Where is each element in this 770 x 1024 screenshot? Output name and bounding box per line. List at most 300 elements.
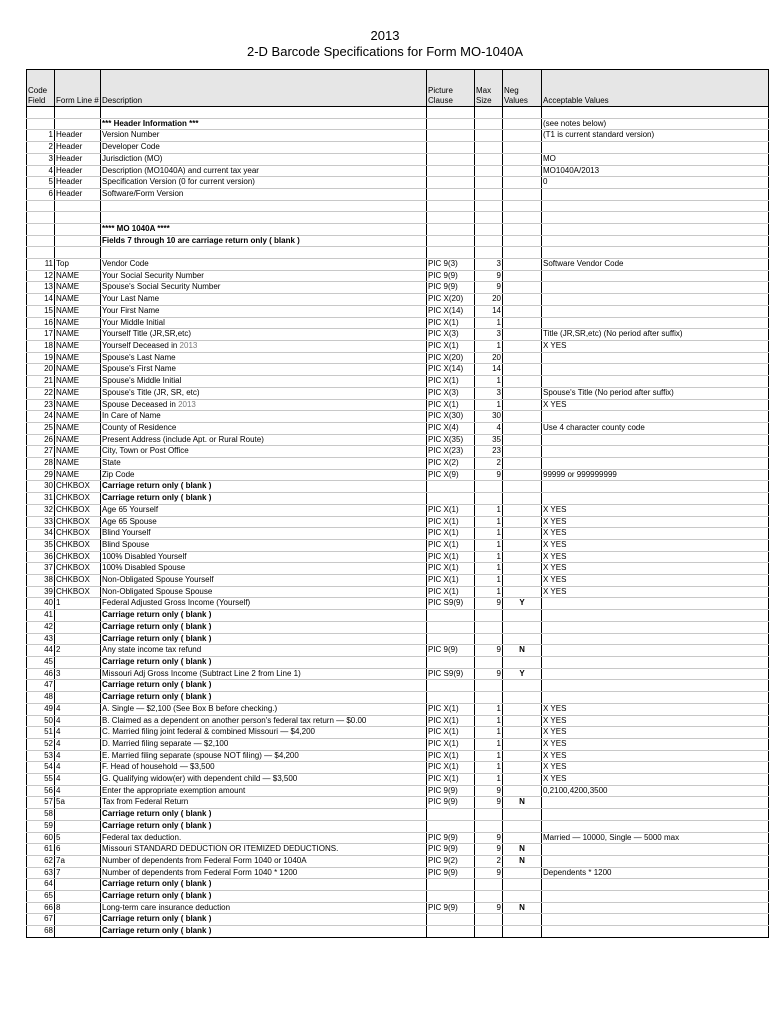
table-row [27, 738, 769, 750]
acceptable-values-cell: X YES [542, 715, 769, 727]
code-field-cell: 25 [27, 422, 55, 434]
picture-clause-cell [427, 692, 475, 704]
description-cell: B. Claimed as a dependent on another person's federal tax return — $0.00 [101, 715, 427, 727]
acceptable-values-cell: X YES [542, 774, 769, 786]
form-line-cell: NAME [55, 317, 101, 329]
acceptable-values-cell: X YES [542, 504, 769, 516]
max-size-cell [475, 130, 503, 142]
acceptable-values-cell [542, 188, 769, 200]
form-line-cell [55, 621, 101, 633]
max-size-cell [475, 118, 503, 130]
picture-clause-cell [427, 820, 475, 832]
description-cell: Carriage return only ( blank ) [101, 820, 427, 832]
description-cell: Blind Spouse [101, 539, 427, 551]
picture-clause-cell: PIC X(20) [427, 294, 475, 306]
code-field-cell [27, 212, 55, 224]
neg-values-cell [503, 785, 542, 797]
table-row [27, 317, 769, 329]
picture-clause-cell [427, 891, 475, 903]
acceptable-values-cell [542, 879, 769, 891]
neg-values-cell [503, 820, 542, 832]
acceptable-values-cell [542, 493, 769, 505]
description-cell: Developer Code [101, 142, 427, 154]
max-size-cell: 35 [475, 434, 503, 446]
code-field-cell: 50 [27, 715, 55, 727]
description-cell: In Care of Name [101, 411, 427, 423]
description-cell: Carriage return only ( blank ) [101, 493, 427, 505]
acceptable-values-cell [542, 317, 769, 329]
neg-values-cell [503, 774, 542, 786]
form-line-cell: Header [55, 142, 101, 154]
description-cell [101, 200, 427, 212]
description-cell: D. Married filing separate — $2,100 [101, 738, 427, 750]
form-line-cell: Header [55, 188, 101, 200]
max-size-cell [475, 633, 503, 645]
form-line-cell: NAME [55, 411, 101, 423]
description-cell: Age 65 Spouse [101, 516, 427, 528]
neg-values-cell [503, 259, 542, 271]
code-field-cell: 33 [27, 516, 55, 528]
code-field-cell: 42 [27, 621, 55, 633]
form-line-cell: NAME [55, 270, 101, 282]
max-size-cell: 1 [475, 703, 503, 715]
code-field-cell: 12 [27, 270, 55, 282]
acceptable-values-cell: Use 4 character county code [542, 422, 769, 434]
form-line-cell: NAME [55, 422, 101, 434]
picture-clause-cell: PIC X(1) [427, 551, 475, 563]
acceptable-values-cell: X YES [542, 563, 769, 575]
neg-values-cell: N [503, 902, 542, 914]
picture-clause-cell: PIC X(1) [427, 703, 475, 715]
max-size-cell [475, 165, 503, 177]
max-size-cell: 1 [475, 715, 503, 727]
table-row [27, 399, 769, 411]
description-cell: Spouse's Title (JR, SR, etc) [101, 387, 427, 399]
picture-clause-cell: PIC 9(9) [427, 832, 475, 844]
description-text: Spouse Deceased in [102, 399, 176, 409]
code-field-cell: 43 [27, 633, 55, 645]
form-line-cell: NAME [55, 341, 101, 353]
description-cell: Carriage return only ( blank ) [101, 610, 427, 622]
table-row [27, 656, 769, 668]
max-size-cell [475, 820, 503, 832]
code-field-cell [27, 223, 55, 235]
neg-values-cell [503, 493, 542, 505]
table-row [27, 446, 769, 458]
neg-values-cell [503, 551, 542, 563]
neg-values-cell [503, 762, 542, 774]
acceptable-values-cell [542, 270, 769, 282]
neg-values-cell [503, 294, 542, 306]
table-row [27, 715, 769, 727]
neg-values-cell [503, 446, 542, 458]
neg-values-cell [503, 504, 542, 516]
picture-clause-cell [427, 153, 475, 165]
code-field-cell: 57 [27, 797, 55, 809]
neg-values-cell [503, 142, 542, 154]
neg-values-cell [503, 387, 542, 399]
max-size-cell: 1 [475, 376, 503, 388]
description-cell: Spouse's Middle Initial [101, 376, 427, 388]
max-size-cell [475, 153, 503, 165]
form-line-cell: CHKBOX [55, 563, 101, 575]
description-cell: Tax from Federal Return [101, 797, 427, 809]
acceptable-values-cell [542, 247, 769, 259]
max-size-cell: 1 [475, 738, 503, 750]
neg-values-cell [503, 341, 542, 353]
acceptable-values-cell [542, 107, 769, 119]
form-line-cell: 5 [55, 832, 101, 844]
form-line-cell [55, 820, 101, 832]
description-cell: Yourself Title (JR,SR,etc) [101, 329, 427, 341]
table-row [27, 376, 769, 388]
code-field-cell: 53 [27, 750, 55, 762]
code-field-cell: 45 [27, 656, 55, 668]
neg-values-cell [503, 516, 542, 528]
picture-clause-cell: PIC X(20) [427, 352, 475, 364]
max-size-cell [475, 493, 503, 505]
description-cell: Description (MO1040A) and current tax year [101, 165, 427, 177]
form-line-cell: 4 [55, 738, 101, 750]
table-row [27, 762, 769, 774]
neg-values-cell [503, 411, 542, 423]
picture-clause-cell [427, 118, 475, 130]
code-field-cell: 21 [27, 376, 55, 388]
neg-values-cell [503, 539, 542, 551]
neg-values-cell [503, 867, 542, 879]
neg-values-cell [503, 832, 542, 844]
acceptable-values-cell [542, 282, 769, 294]
form-line-cell [55, 610, 101, 622]
description-cell: 100% Disabled Spouse [101, 563, 427, 575]
picture-clause-cell [427, 107, 475, 119]
code-field-cell: 19 [27, 352, 55, 364]
neg-values-cell [503, 575, 542, 587]
acceptable-values-cell: X YES [542, 516, 769, 528]
neg-values-cell [503, 422, 542, 434]
acceptable-values-cell [542, 364, 769, 376]
form-line-cell: Header [55, 130, 101, 142]
neg-values-cell [503, 235, 542, 247]
picture-clause-cell: PIC 9(9) [427, 797, 475, 809]
description-cell: Software/Form Version [101, 188, 427, 200]
table-row [27, 902, 769, 914]
picture-clause-cell: PIC X(1) [427, 399, 475, 411]
picture-clause-cell: PIC X(1) [427, 586, 475, 598]
max-size-cell [475, 692, 503, 704]
acceptable-values-cell [542, 902, 769, 914]
form-line-cell: NAME [55, 364, 101, 376]
description-cell: Your First Name [101, 305, 427, 317]
picture-clause-cell: PIC X(1) [427, 528, 475, 540]
max-size-cell: 9 [475, 832, 503, 844]
acceptable-values-cell [542, 855, 769, 867]
code-field-cell: 55 [27, 774, 55, 786]
form-line-cell [55, 656, 101, 668]
code-field-cell: 22 [27, 387, 55, 399]
form-line-cell [55, 891, 101, 903]
picture-clause-cell: PIC X(1) [427, 341, 475, 353]
code-field-cell: 24 [27, 411, 55, 423]
header-acceptable-values: Acceptable Values [542, 70, 769, 107]
code-field-cell: 5 [27, 177, 55, 189]
picture-clause-cell: PIC X(1) [427, 317, 475, 329]
description-cell: A. Single — $2,100 (See Box B before checking.) [101, 703, 427, 715]
picture-clause-cell [427, 177, 475, 189]
max-size-cell: 1 [475, 341, 503, 353]
neg-values-cell [503, 270, 542, 282]
description-cell: 100% Disabled Yourself [101, 551, 427, 563]
acceptable-values-cell [542, 610, 769, 622]
picture-clause-cell: PIC X(1) [427, 715, 475, 727]
table-row [27, 891, 769, 903]
acceptable-values-cell: Married — 10000, Single — 5000 max [542, 832, 769, 844]
picture-clause-cell: PIC X(1) [427, 774, 475, 786]
table-row [27, 855, 769, 867]
description-cell: Carriage return only ( blank ) [101, 680, 427, 692]
table-row [27, 633, 769, 645]
acceptable-values-cell: X YES [542, 727, 769, 739]
form-line-cell: NAME [55, 305, 101, 317]
table-row [27, 481, 769, 493]
neg-values-cell [503, 633, 542, 645]
acceptable-values-cell: X YES [542, 703, 769, 715]
table-row [27, 703, 769, 715]
neg-values-cell [503, 364, 542, 376]
neg-values-cell [503, 329, 542, 341]
neg-values-cell [503, 305, 542, 317]
max-size-cell [475, 142, 503, 154]
max-size-cell: 1 [475, 504, 503, 516]
picture-clause-cell: PIC 9(3) [427, 259, 475, 271]
acceptable-values-cell [542, 223, 769, 235]
max-size-cell [475, 914, 503, 926]
neg-values-cell [503, 891, 542, 903]
neg-values-cell [503, 352, 542, 364]
description-cell: G. Qualifying widow(er) with dependent child — $3,500 [101, 774, 427, 786]
code-field-cell [27, 118, 55, 130]
form-line-cell: NAME [55, 469, 101, 481]
form-line-cell [55, 118, 101, 130]
table-row [27, 364, 769, 376]
acceptable-values-cell [542, 692, 769, 704]
neg-values-cell [503, 223, 542, 235]
form-line-cell: NAME [55, 282, 101, 294]
acceptable-values-cell [542, 352, 769, 364]
acceptable-values-cell [542, 598, 769, 610]
table-row [27, 352, 769, 364]
form-line-cell [55, 680, 101, 692]
code-field-cell: 61 [27, 844, 55, 856]
picture-clause-cell: PIC S9(9) [427, 598, 475, 610]
table-row [27, 411, 769, 423]
table-row [27, 329, 769, 341]
table-row [27, 341, 769, 353]
description-cell: State [101, 458, 427, 470]
picture-clause-cell [427, 188, 475, 200]
acceptable-values-cell: Dependents * 1200 [542, 867, 769, 879]
code-field-cell: 14 [27, 294, 55, 306]
code-field-cell [27, 235, 55, 247]
table-row [27, 539, 769, 551]
description-cell: Spouse's Last Name [101, 352, 427, 364]
form-line-cell: NAME [55, 387, 101, 399]
code-field-cell: 44 [27, 645, 55, 657]
description-cell: **** MO 1040A **** [101, 223, 427, 235]
acceptable-values-cell [542, 668, 769, 680]
picture-clause-cell: PIC X(23) [427, 446, 475, 458]
max-size-cell [475, 809, 503, 821]
table-row [27, 750, 769, 762]
code-field-cell [27, 107, 55, 119]
max-size-cell: 2 [475, 855, 503, 867]
neg-values-cell [503, 130, 542, 142]
picture-clause-cell [427, 247, 475, 259]
acceptable-values-cell: X YES [542, 399, 769, 411]
description-cell: F. Head of household — $3,500 [101, 762, 427, 774]
picture-clause-cell [427, 656, 475, 668]
neg-values-cell [503, 399, 542, 411]
code-field-cell: 63 [27, 867, 55, 879]
header-form-line: Form Line # [55, 70, 101, 107]
description-cell [101, 399, 427, 411]
form-line-cell: CHKBOX [55, 493, 101, 505]
picture-clause-cell: PIC 9(9) [427, 270, 475, 282]
form-line-cell: Header [55, 165, 101, 177]
picture-clause-cell: PIC X(1) [427, 376, 475, 388]
picture-clause-cell [427, 879, 475, 891]
description-cell: Spouse's Social Security Number [101, 282, 427, 294]
acceptable-values-cell [542, 376, 769, 388]
table-row [27, 504, 769, 516]
description-cell: Zip Code [101, 469, 427, 481]
table-row [27, 422, 769, 434]
code-field-cell: 17 [27, 329, 55, 341]
picture-clause-cell [427, 926, 475, 938]
form-line-cell: CHKBOX [55, 586, 101, 598]
form-line-cell: 2 [55, 645, 101, 657]
tax-year-text: 2013 [178, 399, 196, 409]
max-size-cell: 1 [475, 750, 503, 762]
max-size-cell: 1 [475, 563, 503, 575]
max-size-cell: 9 [475, 867, 503, 879]
acceptable-values-cell: (T1 is current standard version) [542, 130, 769, 142]
max-size-cell [475, 223, 503, 235]
table-row [27, 586, 769, 598]
table-row [27, 200, 769, 212]
description-cell: Blind Yourself [101, 528, 427, 540]
header-description: Description [101, 70, 427, 107]
code-field-cell [27, 247, 55, 259]
description-cell: C. Married filing joint federal & combined Missouri — $4,200 [101, 727, 427, 739]
picture-clause-cell: PIC X(3) [427, 329, 475, 341]
table-row [27, 118, 769, 130]
code-field-cell: 47 [27, 680, 55, 692]
neg-values-cell [503, 586, 542, 598]
max-size-cell: 9 [475, 469, 503, 481]
table-row [27, 142, 769, 154]
code-field-cell: 48 [27, 692, 55, 704]
form-line-cell: CHKBOX [55, 516, 101, 528]
max-size-cell [475, 610, 503, 622]
code-field-cell: 28 [27, 458, 55, 470]
table-row [27, 282, 769, 294]
tax-year-text: 2013 [179, 341, 198, 350]
neg-values-cell [503, 528, 542, 540]
form-line-cell: CHKBOX [55, 575, 101, 587]
code-field-cell: 58 [27, 809, 55, 821]
picture-clause-cell: PIC X(1) [427, 516, 475, 528]
code-field-cell: 1 [27, 130, 55, 142]
table-row [27, 774, 769, 786]
table-row [27, 235, 769, 247]
table-row [27, 645, 769, 657]
max-size-cell: 3 [475, 329, 503, 341]
form-line-cell: 8 [55, 902, 101, 914]
neg-values-cell [503, 469, 542, 481]
table-row [27, 259, 769, 271]
max-size-cell: 1 [475, 399, 503, 411]
code-field-cell: 56 [27, 785, 55, 797]
code-field-cell: 32 [27, 504, 55, 516]
acceptable-values-cell [542, 656, 769, 668]
code-field-cell: 67 [27, 914, 55, 926]
form-line-cell: 4 [55, 762, 101, 774]
form-line-cell: CHKBOX [55, 481, 101, 493]
acceptable-values-cell [542, 926, 769, 938]
neg-values-cell [503, 434, 542, 446]
page-title: 2-D Barcode Specifications for Form MO-1040A [247, 44, 523, 59]
acceptable-values-cell [542, 621, 769, 633]
acceptable-values-cell: X YES [542, 762, 769, 774]
max-size-cell: 14 [475, 364, 503, 376]
neg-values-cell: N [503, 855, 542, 867]
neg-values-cell [503, 610, 542, 622]
table-header [27, 70, 769, 107]
form-line-cell [55, 107, 101, 119]
max-size-cell [475, 680, 503, 692]
picture-clause-cell [427, 165, 475, 177]
description-cell: City, Town or Post Office [101, 446, 427, 458]
acceptable-values-cell [542, 820, 769, 832]
table-row [27, 844, 769, 856]
form-line-cell [55, 247, 101, 259]
picture-clause-cell [427, 235, 475, 247]
table-row [27, 153, 769, 165]
neg-values-cell [503, 879, 542, 891]
acceptable-values-cell [542, 891, 769, 903]
picture-clause-cell: PIC X(1) [427, 750, 475, 762]
table-row [27, 165, 769, 177]
description-cell: Carriage return only ( blank ) [101, 809, 427, 821]
max-size-cell: 1 [475, 586, 503, 598]
max-size-cell: 23 [475, 446, 503, 458]
table-row [27, 270, 769, 282]
description-cell: Your Middle Initial [101, 317, 427, 329]
neg-values-cell [503, 809, 542, 821]
picture-clause-cell: PIC X(14) [427, 364, 475, 376]
acceptable-values-cell: X YES [542, 738, 769, 750]
header-code-field: Code Field [27, 70, 55, 107]
description-cell: Carriage return only ( blank ) [101, 692, 427, 704]
max-size-cell [475, 879, 503, 891]
form-line-cell: NAME [55, 329, 101, 341]
acceptable-values-cell [542, 481, 769, 493]
max-size-cell: 1 [475, 528, 503, 540]
acceptable-values-cell [542, 797, 769, 809]
description-cell: Number of dependents from Federal Form 1040 or 1040A [101, 855, 427, 867]
form-line-cell [55, 809, 101, 821]
